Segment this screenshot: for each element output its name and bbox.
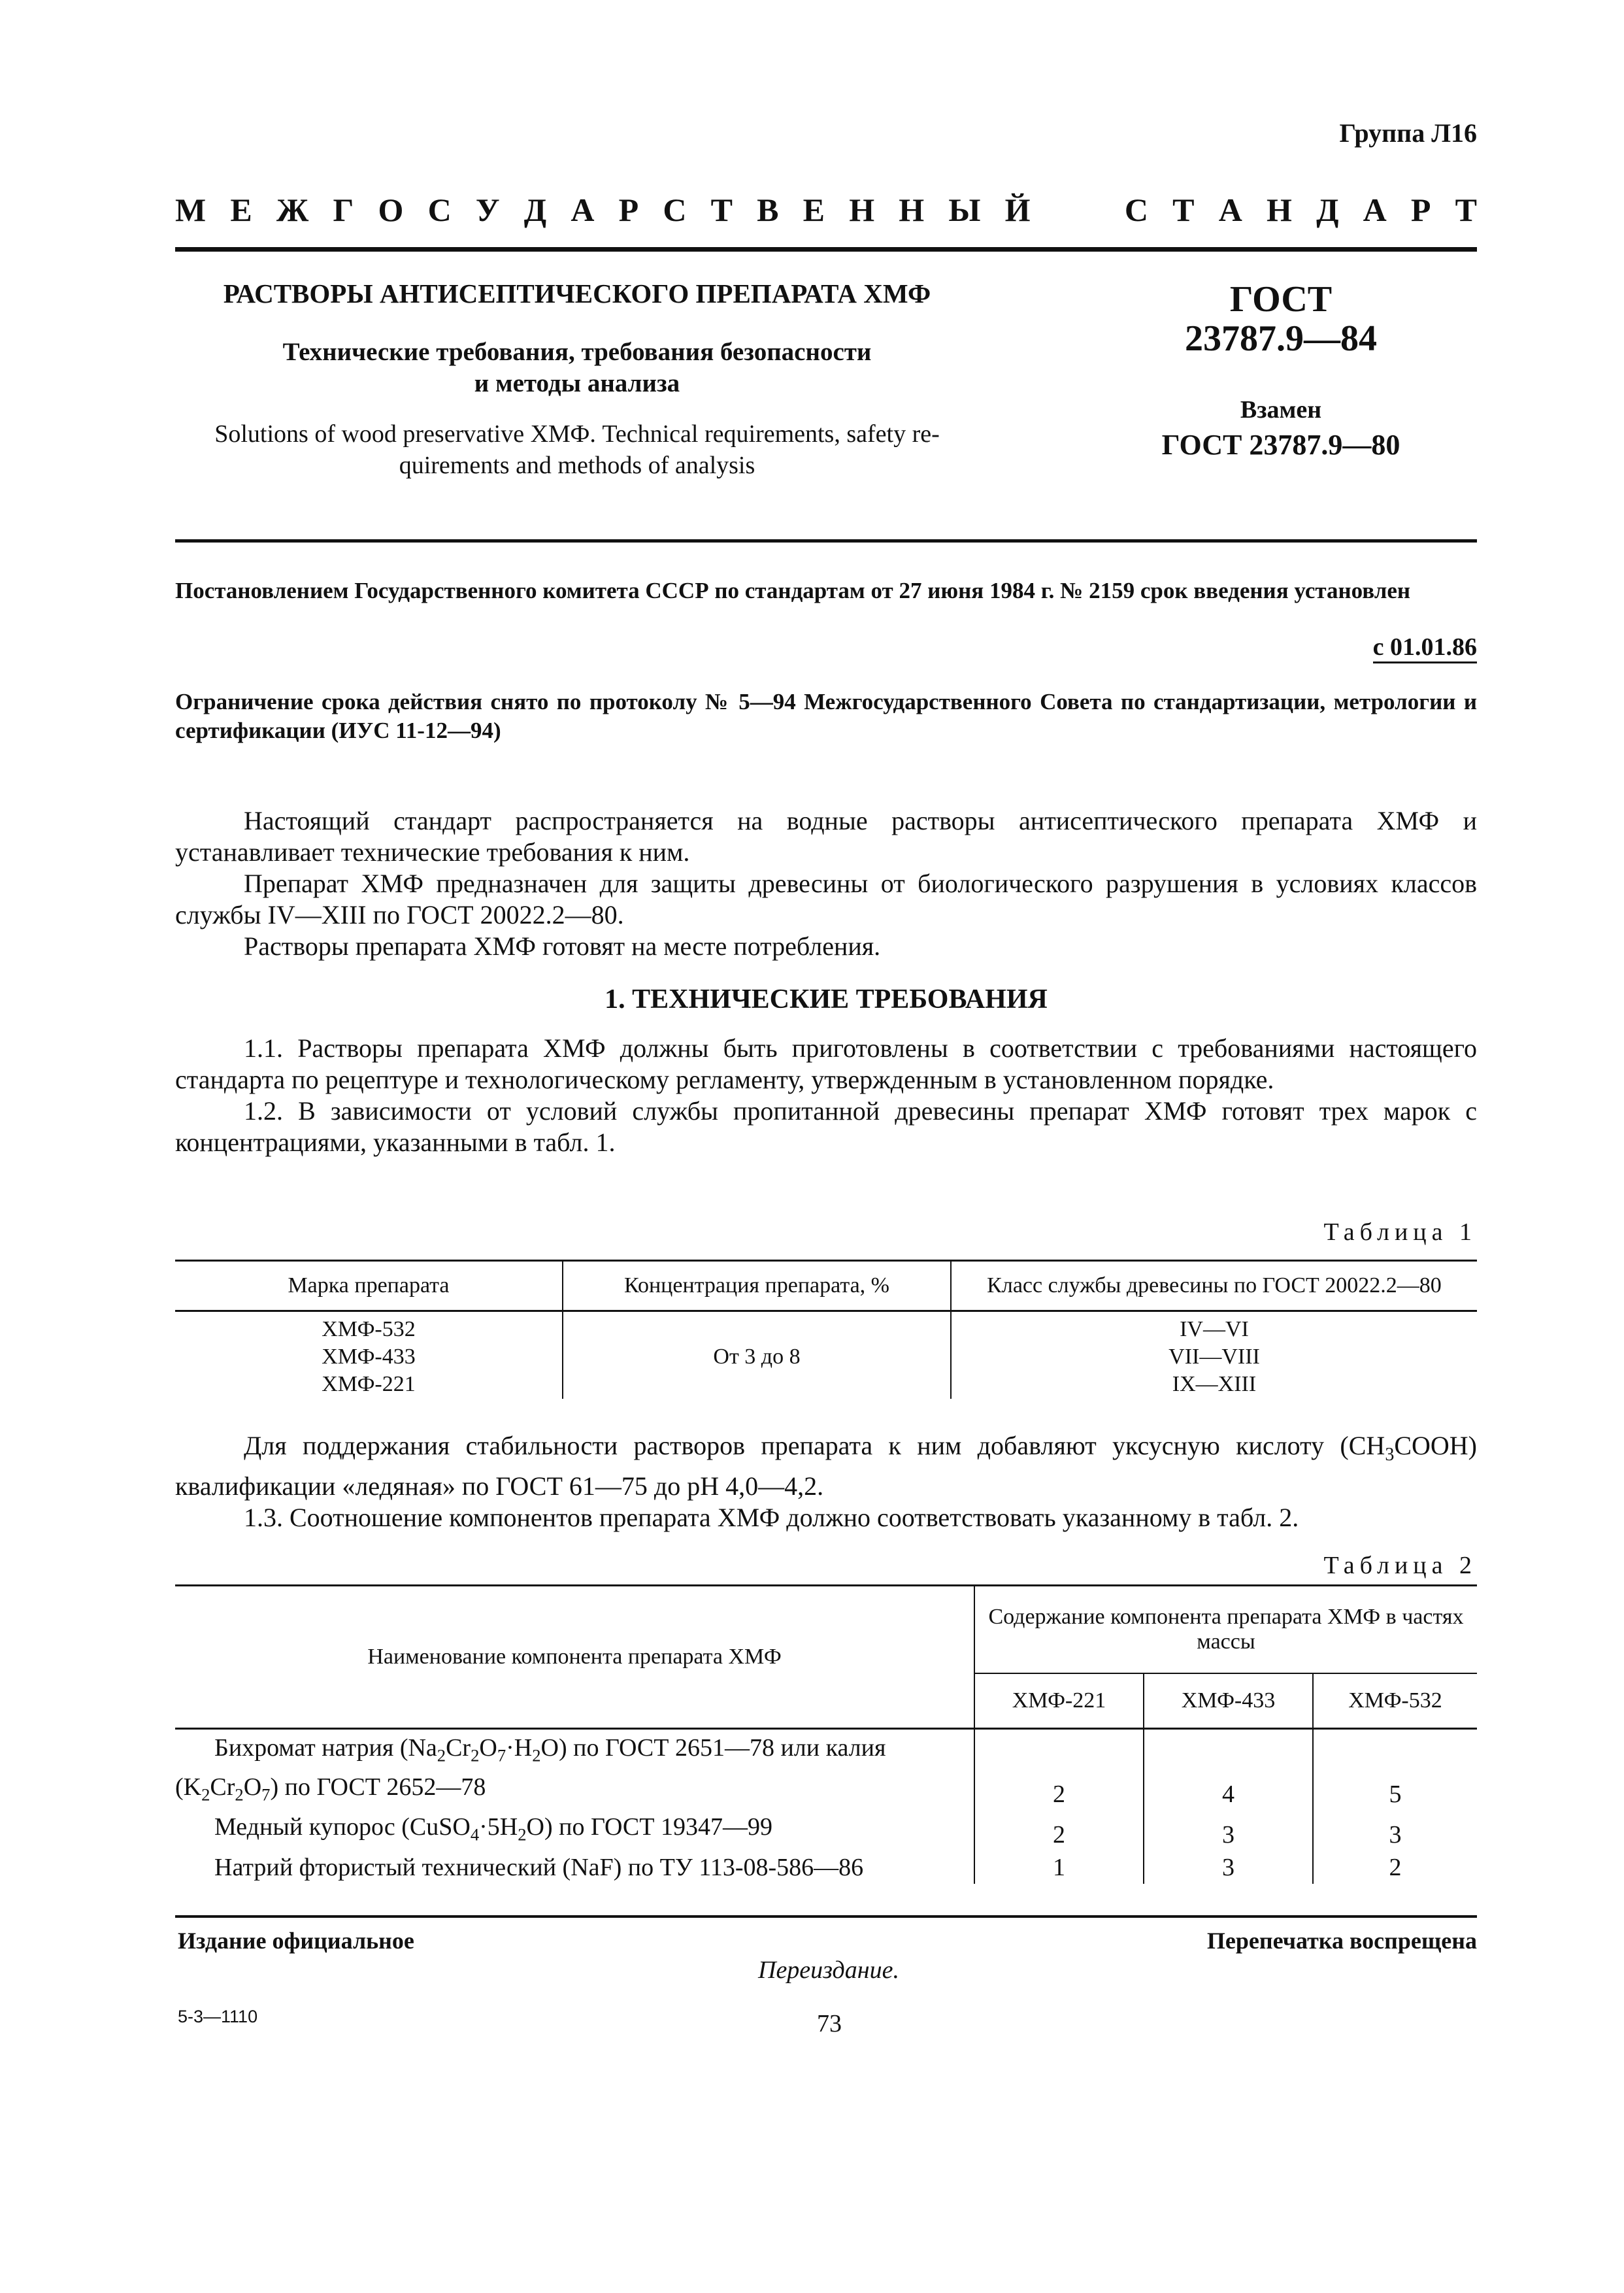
intro-paragraph-2: Препарат ХМФ предназначен для защиты древесины от биологического разрушения в условиях классов службы IV—XIII по ГОСТ 20022.2—80. [175, 869, 1477, 929]
table-1-class: VII—VIII [1168, 1345, 1260, 1369]
group-label: Группа Л16 [1339, 118, 1477, 148]
table-2-cell: 1 [974, 1851, 1144, 1884]
table-1-concentration: От 3 до 8 [563, 1311, 951, 1399]
document-title: РАСТВОРЫ АНТИСЕПТИЧЕСКОГО ПРЕПАРАТА ХМФ [223, 278, 931, 309]
heading-letter: Р [618, 192, 639, 228]
page-number: 73 [817, 2010, 842, 2037]
table-2-header-name: Наименование компонента препарата ХМФ [175, 1586, 974, 1729]
clause-1-2: 1.2. В зависимости от условий службы пропитанной древесины препарат ХМФ готовят трех марок с концентрациями, указанными в табл. 1. [175, 1096, 1477, 1157]
section-1-text [175, 1033, 1477, 1158]
heading-letter: С [427, 192, 452, 228]
standard-type-heading [175, 191, 1477, 229]
english-title-line-2: quirements and methods of analysis [399, 452, 755, 479]
effective-date: с 01.01.86 [1373, 633, 1477, 663]
acetic-acid-paragraph [175, 1430, 1477, 1502]
replaces-label: Взамен [1240, 396, 1322, 424]
table-1-header-brand: Марка препарата [175, 1261, 563, 1311]
table-1-brand: ХМФ-433 [322, 1345, 416, 1369]
table-2 [175, 1584, 1477, 1884]
heading-word-gap [1055, 191, 1101, 229]
table-1 [175, 1260, 1477, 1399]
component-1-line-1: Бихромат натрия $(Na_2Cr_2O_7\cdot H_2O)$ по ГОСТ 2651—78 или калия [214, 1734, 886, 1766]
table-2-header-brand: ХМФ-433 [1144, 1673, 1313, 1729]
decree-text: Постановлением Государственного комитета СССР по стандартам от 27 июня 1984 г. № 2159 срок введения установлен [175, 578, 1411, 603]
heading-letter: Т [1455, 192, 1477, 228]
heading-letter: Ы [948, 192, 981, 228]
intro-paragraph-1: Настоящий стандарт распространяется на водные растворы антисептического препарата ХМФ и устанавливает технические требования к ним. [175, 806, 1477, 867]
table-1-header-concentration: Концентрация препарата, % [563, 1261, 951, 1311]
table-1-header-class: Класс службы древесины по ГОСТ 20022.2—80 [951, 1261, 1477, 1311]
limitation-note: Ограничение срока действия снято по протоколу № 5—94 Межгосударственного Совета по стандартизации, метрологии и сертификации (ИУС 11-12—94) [175, 689, 1477, 743]
table-2-header-brand: ХМФ-221 [974, 1673, 1144, 1729]
gost-designation [1124, 280, 1438, 358]
table-2-header-brand: ХМФ-532 [1313, 1673, 1477, 1729]
table-2-cell: 3 [1144, 1851, 1313, 1884]
heading-letter: А [1363, 192, 1387, 228]
table-1-row [175, 1311, 1477, 1399]
header-rule [175, 247, 1477, 252]
table-1-caption: Таблица 1 [1323, 1218, 1477, 1246]
table-2-cell: 2 [1389, 1853, 1402, 1881]
component-1-line-2: $(K_2Cr_2O_7)$ по ГОСТ 2652—78 [175, 1773, 486, 1805]
table-2-row [175, 1811, 1477, 1851]
heading-letter: Т [1172, 192, 1195, 228]
title-block-rule [175, 539, 1477, 543]
heading-letter: Н [899, 192, 925, 228]
gost-label: ГОСТ [1229, 279, 1333, 320]
table-1-brand: ХМФ-221 [322, 1372, 416, 1396]
heading-letter: Е [230, 192, 252, 228]
heading-letter: Д [523, 192, 547, 228]
table-2-component-name: Натрий фтористый технический (NaF) по ТУ 113-08-586—86 [175, 1851, 974, 1884]
subtitle-line-1: Технические требования, требования безопасности [282, 338, 872, 366]
heading-letter: В [757, 192, 779, 228]
heading-letter: Т [710, 192, 733, 228]
english-title [175, 418, 979, 481]
edition-label: Издание официальное [178, 1928, 414, 1954]
document-subtitle [175, 337, 979, 399]
table-1-brand: ХМФ-532 [322, 1317, 416, 1341]
heading-letter: С [663, 192, 687, 228]
print-code: 5-3—1110 [178, 2007, 258, 2026]
table-2-cell: 2 [974, 1811, 1144, 1851]
table-2-row [175, 1851, 1477, 1884]
reprint-notice: Перепечатка воспрещена [1206, 1928, 1477, 1954]
table-1-classes [951, 1311, 1477, 1399]
acid-subscript: 3 [1385, 1445, 1395, 1465]
heading-letter: А [571, 192, 595, 228]
after-table-1-text [175, 1430, 1477, 1533]
heading-letter: Ж [276, 192, 309, 228]
table-2-component-name: Медный купорос $(CuSO_4\cdot 5H_2O)$ по ГОСТ 19347—99 [175, 1811, 974, 1851]
heading-letter: Н [1266, 192, 1292, 228]
section-1-heading: 1. ТЕХНИЧЕСКИЕ ТРЕБОВАНИЯ [605, 984, 1048, 1014]
table-2-cell: 4 [1144, 1729, 1313, 1811]
table-1-class: IX—XIII [1172, 1372, 1257, 1396]
table-1-class: IV—VI [1180, 1317, 1249, 1341]
clause-1-1: 1.1. Растворы препарата ХМФ должны быть приготовлены в соответствии с требованиями настоящего стандарта по рецептуре и технологическому регламенту, утвержденным в установленном порядке. [175, 1033, 1477, 1094]
intro-paragraph-3: Растворы препарата ХМФ готовят на месте потребления. [244, 931, 881, 961]
subtitle-line-2: и методы анализа [474, 369, 680, 397]
reissue-label: Переиздание. [758, 1956, 899, 1984]
heading-letter: С [1124, 192, 1148, 228]
table-2-cell: 5 [1389, 1781, 1402, 1809]
table-2-cell: 3 [1144, 1811, 1313, 1851]
heading-letter: У [475, 192, 500, 228]
table-2-header-content: Содержание компонента препарата ХМФ в частях массы [974, 1586, 1477, 1674]
table-2-caption: Таблица 2 [1323, 1552, 1477, 1579]
acid-text-start: Для поддержания стабильности растворов препарата к ним добавляют уксусную кислоту (CH [244, 1431, 1385, 1460]
heading-letter: А [1218, 192, 1242, 228]
heading-letter: Й [1004, 192, 1031, 228]
acid-text-end: COOH) квалификации «ледяная» по ГОСТ 61—75 до pH 4,0—4,2. [175, 1431, 1477, 1501]
heading-letter: Д [1316, 192, 1339, 228]
english-title-line-1: Solutions of wood preservative ХМФ. Technical requirements, safety re- [214, 420, 940, 448]
table-2-cell: 2 [974, 1729, 1144, 1811]
heading-letter: Е [803, 192, 825, 228]
table-2-row [175, 1729, 1477, 1811]
table-2-component-name [175, 1729, 974, 1811]
replaces-number: ГОСТ 23787.9—80 [1161, 429, 1400, 461]
table-2-cell: 3 [1389, 1820, 1402, 1849]
clause-1-3: 1.3. Соотношение компонентов препарата ХМФ должно соответствовать указанному в табл. 2. [244, 1503, 1299, 1532]
footer-rule [175, 1915, 1477, 1918]
heading-letter: М [175, 192, 207, 228]
heading-letter: Н [849, 192, 875, 228]
table-1-brands [175, 1311, 563, 1399]
gost-number: 23787.9—84 [1185, 318, 1377, 359]
intro-text [175, 805, 1477, 962]
heading-letter: О [378, 192, 404, 228]
heading-letter: Г [333, 192, 354, 228]
heading-letter: Р [1410, 192, 1431, 228]
